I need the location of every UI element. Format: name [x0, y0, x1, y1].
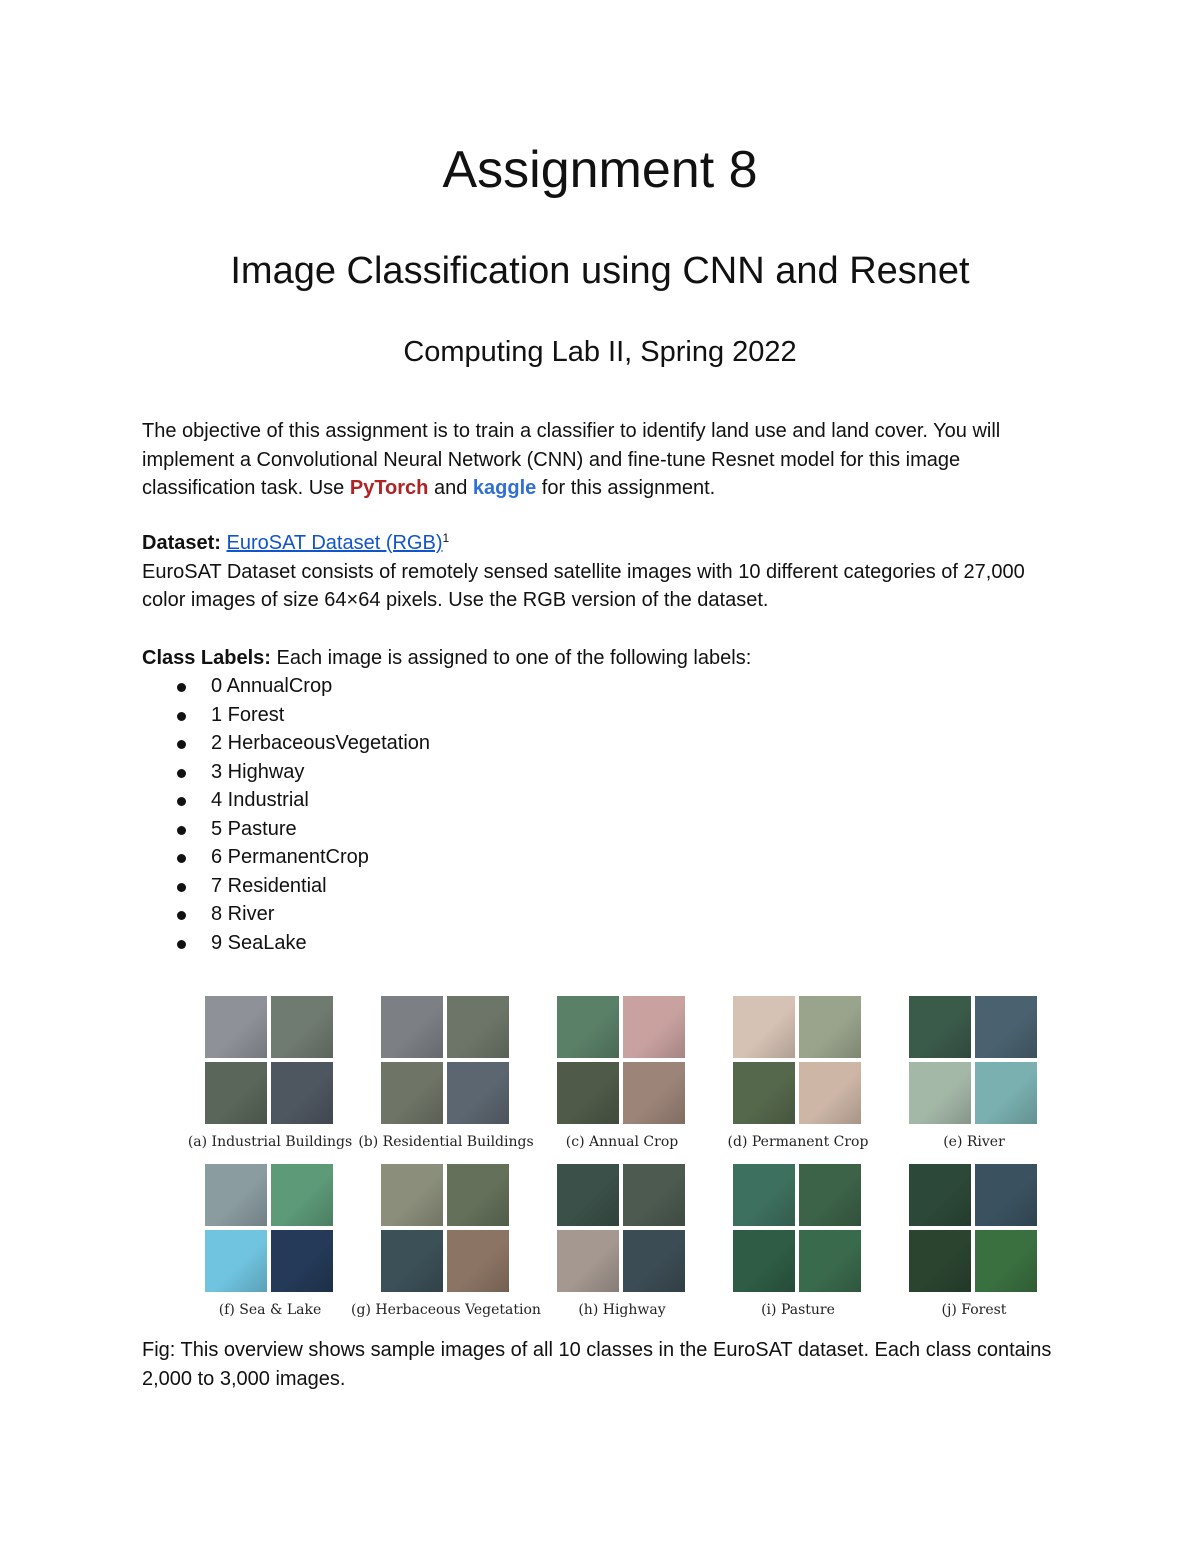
list-item: 3 Highway	[168, 758, 430, 787]
sample-image-grid	[557, 1164, 685, 1292]
satellite-sample-image	[733, 1062, 795, 1124]
satellite-sample-image	[381, 1164, 443, 1226]
objective-text-end: for this assignment.	[536, 477, 716, 499]
sample-image-grid	[381, 996, 509, 1124]
figure-caption: Fig: This overview shows sample images of all 10 classes in the EuroSAT dataset. Each class contains 2,000 to 3,000 images.	[142, 1339, 1052, 1390]
satellite-sample-image	[557, 1164, 619, 1226]
satellite-sample-image	[799, 996, 861, 1058]
satellite-sample-image	[623, 1062, 685, 1124]
satellite-sample-image	[205, 1062, 267, 1124]
satellite-sample-image	[205, 996, 267, 1058]
panel-caption: (c) Annual Crop	[565, 1134, 679, 1150]
panel-caption: (f) Sea & Lake	[218, 1302, 322, 1318]
dataset-description: EuroSAT Dataset consists of remotely sensed satellite images with 10 different categories of 27,000 color images of size 64×64 pixels. Use the RGB version of the dataset.	[142, 560, 1025, 611]
document-subtitle: Image Classification using CNN and Resnet	[230, 250, 970, 292]
satellite-sample-image	[623, 1164, 685, 1226]
list-item: 9 SeaLake	[168, 929, 430, 958]
dataset-label: Dataset:	[142, 532, 221, 554]
list-item: 4 Industrial	[168, 786, 430, 815]
objective-and: and	[428, 477, 473, 499]
list-item: 0 AnnualCrop	[168, 672, 430, 701]
list-item: 5 Pasture	[168, 815, 430, 844]
satellite-sample-image	[733, 1164, 795, 1226]
panel-caption: (h) Highway	[578, 1302, 666, 1318]
satellite-sample-image	[447, 1230, 509, 1292]
panel-caption: (j) Forest	[941, 1302, 1007, 1318]
document-title: Assignment 8	[442, 141, 758, 199]
satellite-sample-image	[447, 1062, 509, 1124]
class-labels-intro: Each image is assigned to one of the following labels:	[270, 647, 752, 669]
satellite-sample-image	[271, 1062, 333, 1124]
satellite-sample-image	[799, 1230, 861, 1292]
satellite-sample-image	[205, 1230, 267, 1292]
satellite-sample-image	[975, 1230, 1037, 1292]
satellite-sample-image	[909, 1230, 971, 1292]
satellite-sample-image	[271, 1164, 333, 1226]
satellite-sample-image	[909, 1062, 971, 1124]
satellite-sample-image	[975, 1062, 1037, 1124]
list-item: 7 Residential	[168, 872, 430, 901]
list-item: 1 Forest	[168, 701, 430, 730]
dataset-paragraph	[142, 529, 1072, 615]
satellite-sample-image	[623, 996, 685, 1058]
footnote-marker: 1	[442, 531, 450, 545]
satellite-sample-image	[271, 996, 333, 1058]
sample-image-grid	[909, 996, 1037, 1124]
satellite-sample-image	[799, 1164, 861, 1226]
sample-image-grid	[733, 1164, 861, 1292]
pytorch-keyword: PyTorch	[349, 477, 429, 499]
sample-image-grid	[205, 996, 333, 1124]
satellite-sample-image	[733, 1230, 795, 1292]
satellite-sample-image	[799, 1062, 861, 1124]
dataset-link[interactable]: EuroSAT Dataset (RGB)	[226, 532, 443, 554]
panel-caption: (b) Residential Buildings	[358, 1134, 534, 1150]
satellite-sample-image	[909, 1164, 971, 1226]
panel-caption: (d) Permanent Crop	[727, 1134, 869, 1150]
sample-image-grid	[909, 1164, 1037, 1292]
objective-paragraph	[142, 417, 1072, 503]
objective-text: The objective of this assignment is to train a classifier to identify land use and land cover. You will implement a Convolutional Neural Network (CNN) and fine-tune Resnet model for this image classification task. Use	[142, 420, 1001, 499]
sample-image-grid	[381, 1164, 509, 1292]
panel-caption: (a) Industrial Buildings	[187, 1134, 353, 1150]
class-labels-label: Class Labels:	[142, 647, 271, 669]
panel-caption: (g) Herbaceous Vegetation	[351, 1302, 541, 1318]
satellite-sample-image	[733, 996, 795, 1058]
course-name: Computing Lab II, Spring 2022	[403, 336, 797, 368]
satellite-sample-image	[557, 1230, 619, 1292]
list-item: 6 PermanentCrop	[168, 843, 430, 872]
eurosat-sample-figure	[185, 996, 1055, 1326]
class-label-list	[168, 672, 430, 957]
panel-caption: (e) River	[943, 1134, 1005, 1150]
satellite-sample-image	[909, 996, 971, 1058]
class-labels-heading	[142, 644, 1072, 673]
satellite-sample-image	[975, 1164, 1037, 1226]
satellite-sample-image	[557, 1062, 619, 1124]
satellite-sample-image	[271, 1230, 333, 1292]
sample-image-grid	[557, 996, 685, 1124]
sample-image-grid	[205, 1164, 333, 1292]
satellite-sample-image	[381, 1062, 443, 1124]
kaggle-keyword: kaggle	[472, 477, 537, 499]
satellite-sample-image	[205, 1164, 267, 1226]
satellite-sample-image	[447, 996, 509, 1058]
satellite-sample-image	[557, 996, 619, 1058]
list-item: 8 River	[168, 900, 430, 929]
satellite-sample-image	[447, 1164, 509, 1226]
satellite-sample-image	[381, 1230, 443, 1292]
satellite-sample-image	[623, 1230, 685, 1292]
panel-caption: (i) Pasture	[761, 1302, 835, 1318]
satellite-sample-image	[381, 996, 443, 1058]
list-item: 2 HerbaceousVegetation	[168, 729, 430, 758]
sample-image-grid	[733, 996, 861, 1124]
satellite-sample-image	[975, 996, 1037, 1058]
